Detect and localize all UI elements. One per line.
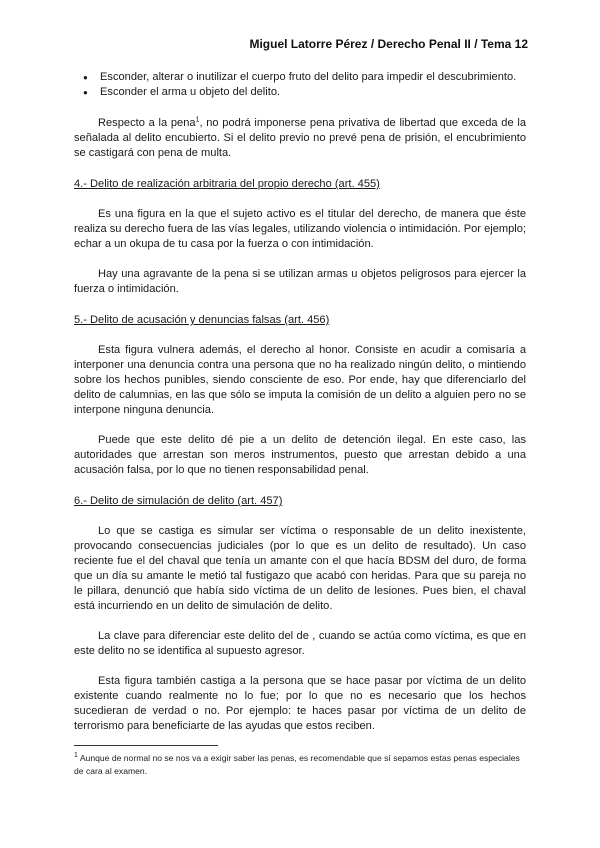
paragraph-pena [74, 116, 526, 161]
section-heading-5: 5.- Delito de acusación y denuncias falsas (art. 456) [74, 314, 330, 326]
footnote-divider [74, 745, 218, 746]
pena-text-end: , no podrá imponerse pena privativa de libertad que exceda de la señalada al delito encubierto. Si el delito previo no prevé pena de prisión, el encubrimiento se castigará con pena de multa. [74, 117, 526, 159]
footnote-marker: 1 [74, 752, 78, 760]
section-heading-4: 4.- Delito de realización arbitraria del propio derecho (art. 455) [74, 178, 380, 190]
paragraph: Hay una agravante de la pena si se utilizan armas u objetos peligrosos para ejercer la fuerza o intimidación. [74, 268, 526, 295]
paragraph: Esta figura también castiga a la persona que se hace pasar por víctima de un delito existente cuando realmente no lo fue; por lo que no es necesario que los hechos sucedieran de verdad o no. Por ejemplo: te haces pasar por víctima de un delito de terrorismo para beneficiarte de las ayudas que estos reciben. [74, 675, 526, 732]
paragraph: Puede que este delito dé pie a un delito de detención ilegal. En este caso, las autoridades que arrestan son meros instrumentos, puesto que arrestan debido a una acusación falsa, por lo que no tienen responsabilidad penal. [74, 434, 526, 476]
footnote [74, 752, 526, 778]
footnote-reference[interactable]: 1 [195, 116, 200, 124]
page-header: Miguel Latorre Pérez / Derecho Penal II / Tema 12 [249, 37, 528, 51]
paragraph: La clave para diferenciar este delito del de , cuando se actúa como víctima, es que en este delito no se identifica al supuesto agresor. [74, 630, 526, 657]
bullet-item: ● Esconder el arma u objeto del delito. [100, 85, 526, 100]
footnote-text: Aunque de normal no se nos va a exigir saber las penas, es recomendable que sí sepamos estas penas especiales de cara al examen. [74, 753, 520, 776]
paragraph: Lo que se castiga es simular ser víctima o responsable de un delito inexistente, provocando consecuencias judiciales (por lo que es un delito de resultado). Un caso reciente fue el del chaval que tenía un amante con el que hacía BDSM del duro, de forma que un día su amante le metió tal fustigazo que acabó con heridas. Para que su pareja no le pillara, denunció que había sido víctima de un delito de lesiones. Pues bien, el chaval está incurriendo en un delito de simulación de delito. [74, 525, 526, 612]
document-body [74, 70, 526, 734]
pena-text-start: Respecto a la pena [98, 117, 196, 129]
bullet-list [74, 70, 526, 100]
bullet-item: ● Esconder, alterar o inutilizar el cuerpo fruto del delito para impedir el descubrimiento. [100, 70, 526, 85]
section-heading-6: 6.- Delito de simulación de delito (art. 457) [74, 495, 283, 507]
paragraph: Esta figura vulnera además, el derecho al honor. Consiste en acudir a comisaría a interponer una denuncia contra una persona que no ha realizado ningún delito, o mintiendo sobre los hechos punibles, siendo consciente de eso. Por ende, hay que diferenciarlo del delito de calumnias, en las que sólo se imputa la comisión de un delito a alguien pero no se interpone ninguna denuncia. [74, 344, 526, 416]
paragraph: Es una figura en la que el sujeto activo es el titular del derecho, de manera que éste realiza su derecho fuera de las vías legales, utilizando violencia o intimidación. Por ejemplo; echar a un okupa de tu casa por la fuerza o con intimidación. [74, 208, 527, 250]
